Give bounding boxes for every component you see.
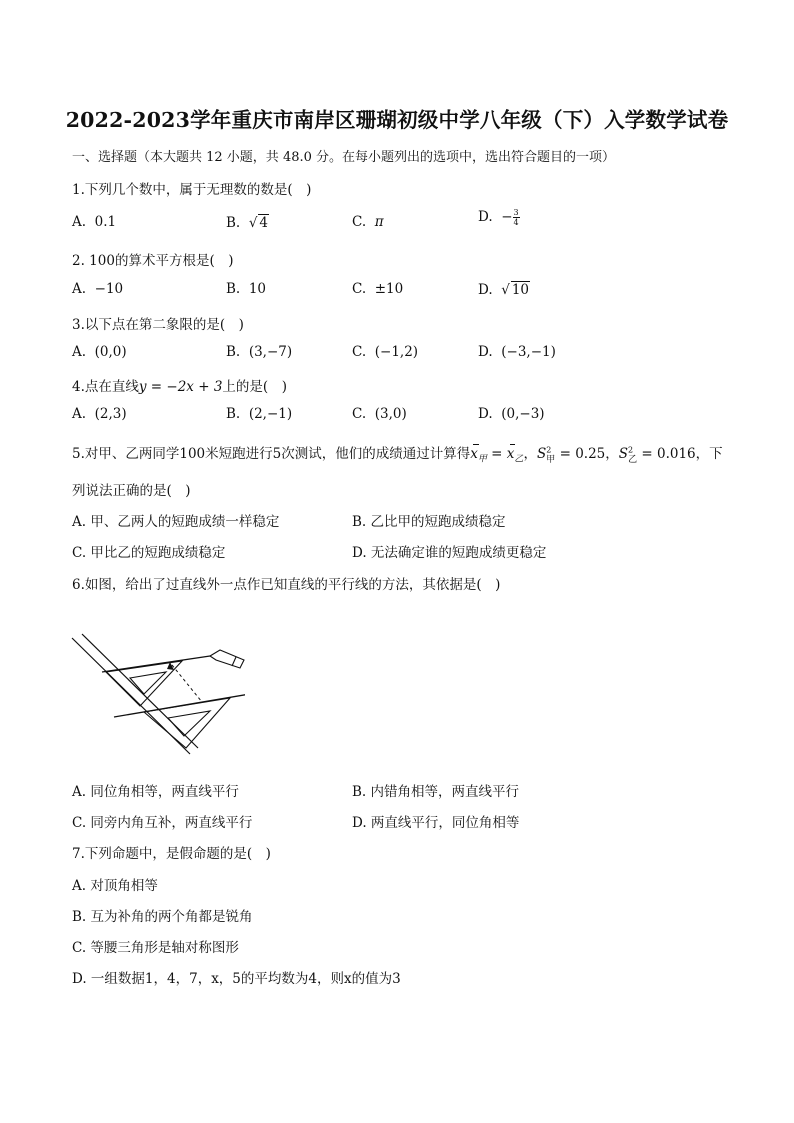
question-4-option-d[interactable]: D. (0,−3): [478, 406, 545, 422]
question-1-option-b[interactable]: B. √ 4: [226, 215, 269, 231]
question-5-option-d[interactable]: D. 无法确定谁的短跑成绩更稳定: [352, 545, 547, 561]
fraction: $\frac{3}{4}$: [513, 208, 519, 227]
question-4-option-a[interactable]: A. (2,3): [72, 406, 127, 422]
ruler-edge-right: [82, 634, 198, 748]
question-6-option-b[interactable]: B. 内错角相等，两直线平行: [352, 784, 520, 800]
question-7-option-b[interactable]: B. 互为补角的两个角都是锐角: [72, 909, 253, 925]
question-1-option-d[interactable]: D. − $\frac{3}{4}$: [478, 208, 519, 227]
question-6-option-a[interactable]: A. 同位角相等，两直线平行: [72, 784, 239, 800]
question-7-option-a[interactable]: A. 对顶角相等: [72, 878, 158, 894]
question-1-option-a[interactable]: A. 0.1: [72, 214, 117, 230]
question-3-option-c[interactable]: C. (−1,2): [352, 344, 419, 360]
question-4-option-c[interactable]: C. (3,0): [352, 406, 407, 422]
question-5-stem: 5.对甲、乙两同学100米短跑进行5次测试，他们的成绩通过计算得$x_甲 = x_乙$，$S^2_甲 = 0.25$，$S^2_乙 = 0.016$，下: [72, 445, 723, 465]
question-2-option-a[interactable]: A. −10: [72, 281, 124, 297]
question-2-option-b[interactable]: B. 10: [226, 281, 266, 297]
question-4-option-b[interactable]: B. (2,−1): [226, 406, 293, 422]
pencil-icon: [210, 650, 244, 668]
question-6-stem: 6.如图，给出了过直线外一点作已知直线的平行线的方法，其依据是( ): [72, 577, 501, 593]
question-2-option-d[interactable]: D. √ 10: [478, 282, 530, 298]
line-equation: y = −2x + 3: [138, 379, 223, 395]
question-7-stem: 7.下列命题中，是假命题的是( ): [72, 846, 271, 862]
section-heading: 一、选择题（本大题共 12 小题，共 48.0 分。在每小题列出的选项中，选出符合题目的一项）: [72, 150, 616, 165]
question-6-option-d[interactable]: D. 两直线平行，同位角相等: [352, 815, 520, 831]
set-square-lower: [144, 698, 230, 748]
variance-jia: $S^2_甲$: [536, 445, 556, 465]
question-3-option-d[interactable]: D. (−3,−1): [478, 344, 556, 360]
exam-title: 2022-2023学年重庆市南岸区珊瑚初级中学八年级（下）入学数学试卷: [65, 108, 729, 132]
question-1-stem: 1.下列几个数中，属于无理数的数是( ): [72, 182, 312, 198]
mean-yi: $x_乙$: [506, 446, 524, 465]
mean-jia: $x_甲$: [470, 446, 487, 465]
question-5-stem-line2: 列说法正确的是( ): [72, 483, 191, 499]
question-3-option-b[interactable]: B. (3,−7): [226, 344, 293, 360]
question-3-stem: 3.以下点在第二象限的是( ): [72, 317, 244, 333]
question-2-stem: 2. 100的算术平方根是( ): [72, 253, 234, 269]
sqrt-symbol: √: [501, 282, 510, 298]
question-4-stem: 4.点在直线y = −2x + 3上的是( ): [72, 379, 287, 395]
ruler: [72, 634, 198, 754]
question-1-option-c[interactable]: C. π: [352, 214, 384, 230]
known-line: [114, 694, 245, 717]
new-parallel-line: [102, 656, 210, 672]
translation-path: [172, 665, 202, 702]
question-7-option-c[interactable]: C. 等腰三角形是轴对称图形: [72, 940, 239, 956]
question-5-option-b[interactable]: B. 乙比甲的短跑成绩稳定: [352, 514, 506, 530]
question-7-option-d[interactable]: D. 一组数据1，4，7，x，5的平均数为4，则x的值为3: [72, 971, 401, 987]
question-5-option-a[interactable]: A. 甲、乙两人的短跑成绩一样稳定: [72, 514, 280, 530]
parallel-line-construction-figure: [70, 632, 245, 757]
sqrt-symbol: √: [248, 215, 258, 231]
question-2-option-c[interactable]: C. ±10: [352, 281, 404, 297]
question-6-option-c[interactable]: C. 同旁内角互补，两直线平行: [72, 815, 253, 831]
question-3-option-a[interactable]: A. (0,0): [72, 344, 127, 360]
variance-yi: $S^2_乙$: [618, 445, 638, 465]
question-5-option-c[interactable]: C. 甲比乙的短跑成绩稳定: [72, 545, 226, 561]
